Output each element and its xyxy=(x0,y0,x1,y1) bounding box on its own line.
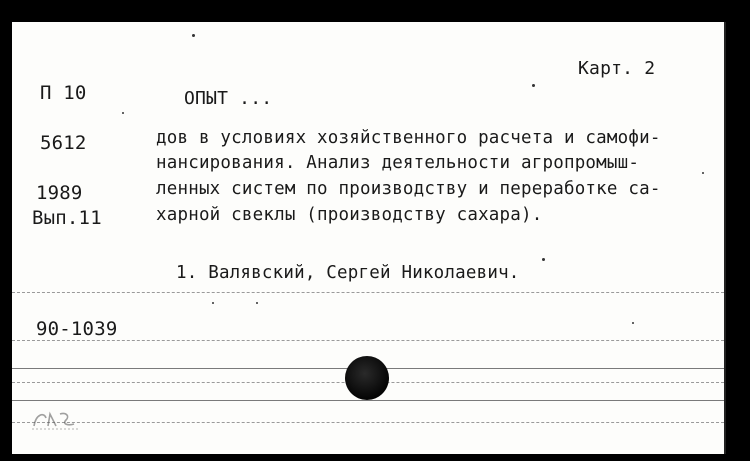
scan-speck xyxy=(532,84,535,87)
scan-speck xyxy=(212,302,214,304)
issue: Вып.11 xyxy=(32,207,102,229)
stamp-mark xyxy=(30,404,80,432)
text-line: ленных систем по производству и переработке са- xyxy=(156,179,661,199)
scan-border-right xyxy=(724,0,750,461)
author-entry: 1. Валявский, Сергей Николаевич. xyxy=(176,263,520,283)
punch-hole xyxy=(345,356,389,400)
scan-speck xyxy=(632,322,634,324)
call-number: 5612 xyxy=(40,132,87,154)
year: 1989 xyxy=(36,182,83,204)
scan-speck xyxy=(192,34,195,37)
text-line: нансирования. Анализ деятельности агропромыш- xyxy=(156,153,640,173)
accession-number: 90-1039 xyxy=(36,318,118,340)
ruled-line xyxy=(12,422,724,423)
scan-speck xyxy=(122,112,124,114)
scan-border-left xyxy=(0,0,12,461)
heading: ОПЫТ ... xyxy=(184,88,273,109)
scan-speck xyxy=(542,258,545,261)
text-line: дов в условиях хозяйственного расчета и самофи- xyxy=(156,128,661,148)
classmark: П 10 xyxy=(40,82,87,104)
scan-speck xyxy=(702,172,704,174)
card-number: Карт. 2 xyxy=(578,58,656,79)
ruled-line xyxy=(12,340,724,341)
ruled-line xyxy=(12,400,724,401)
text-line: харной свеклы (производству сахара). xyxy=(156,205,543,225)
ruled-line xyxy=(12,292,724,293)
catalog-card xyxy=(12,22,726,454)
scan-speck xyxy=(256,302,258,304)
